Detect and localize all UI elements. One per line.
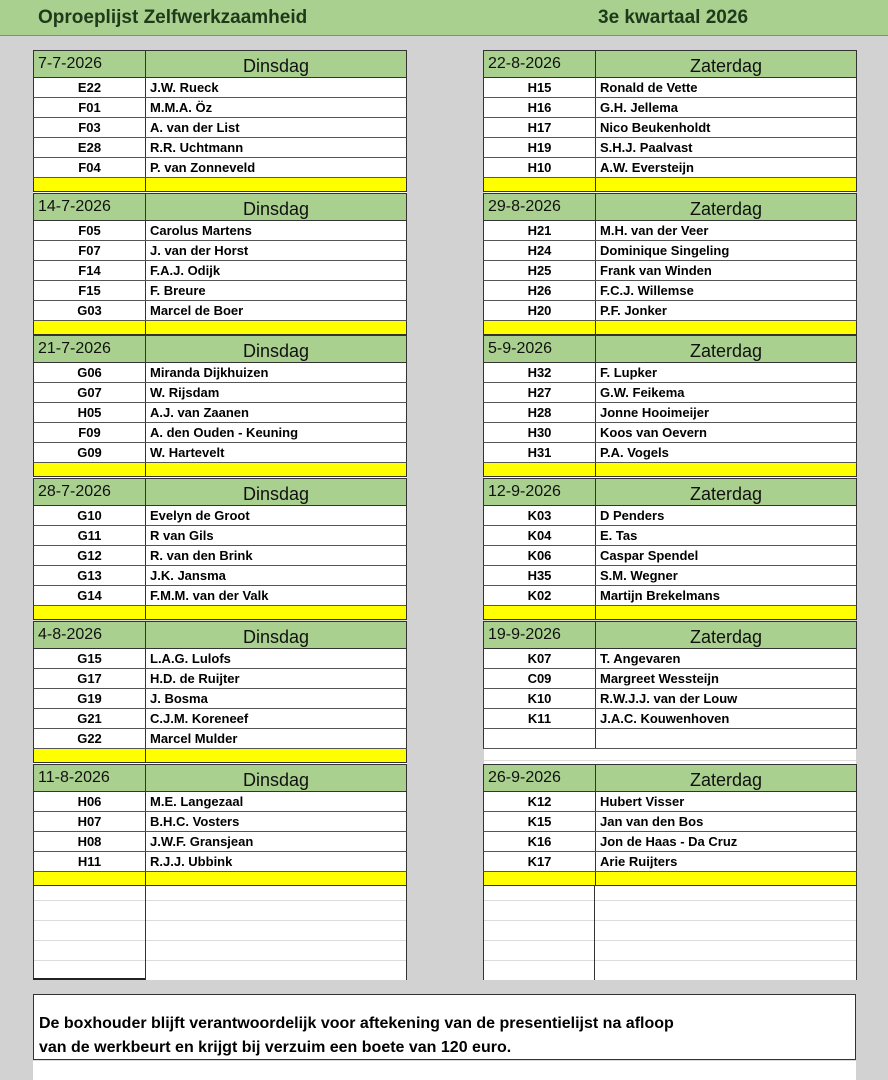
date-cell: 22-8-2026 — [484, 51, 596, 77]
box-code-cell: K16 — [484, 832, 596, 851]
day-block — [33, 193, 407, 335]
box-code-cell: K07 — [484, 649, 596, 668]
table-row — [483, 443, 857, 463]
box-code-cell: G03 — [34, 301, 146, 320]
box-code-cell: F15 — [34, 281, 146, 300]
person-name-cell: A. den Ouden - Keuning — [150, 425, 299, 440]
person-name-cell: Jon de Haas - Da Cruz — [600, 834, 738, 849]
box-code-cell: F03 — [34, 118, 146, 137]
table-row — [483, 403, 857, 423]
table-row — [33, 649, 407, 669]
person-name-cell: Marcel de Boer — [150, 303, 244, 318]
box-code-cell: E22 — [34, 78, 146, 97]
table-row — [33, 138, 407, 158]
box-code-cell: H20 — [484, 301, 596, 320]
day-block — [483, 621, 857, 749]
highlight-row — [483, 872, 857, 886]
day-block — [483, 193, 857, 335]
table-row — [33, 709, 407, 729]
person-name-cell: S.H.J. Paalvast — [600, 140, 693, 155]
table-row — [483, 689, 857, 709]
box-code-cell: G12 — [34, 546, 146, 565]
weekday-cell: Zaterdag — [689, 770, 763, 790]
date-cell: 26-9-2026 — [484, 765, 596, 791]
day-block-header — [483, 478, 857, 506]
table-row — [483, 241, 857, 261]
highlight-row — [33, 321, 407, 335]
table-row — [483, 281, 857, 301]
column-border — [145, 886, 146, 980]
person-name-cell: J. van der Horst — [150, 243, 249, 258]
highlight-row — [33, 749, 407, 763]
table-row — [33, 526, 407, 546]
table-row — [483, 586, 857, 606]
table-row — [483, 363, 857, 383]
table-row — [483, 832, 857, 852]
date-cell: 29-8-2026 — [484, 194, 596, 220]
person-name-cell: Dominique Singeling — [600, 243, 730, 258]
table-row — [33, 281, 407, 301]
date-cell: 21-7-2026 — [34, 336, 146, 362]
day-block-header — [483, 193, 857, 221]
box-code-cell: H15 — [484, 78, 596, 97]
person-name-cell: D Penders — [600, 508, 665, 523]
weekday-cell: Dinsdag — [242, 627, 310, 647]
day-block-header — [483, 50, 857, 78]
person-name-cell: Martijn Brekelmans — [600, 588, 720, 603]
person-name-cell: T. Angevaren — [600, 651, 681, 666]
table-row — [33, 443, 407, 463]
highlight-row — [483, 463, 857, 477]
table-row — [483, 261, 857, 281]
date-cell: 5-9-2026 — [484, 336, 596, 362]
person-name-cell: F. Lupker — [600, 365, 658, 380]
box-code-cell: K11 — [484, 709, 596, 728]
date-cell: 11-8-2026 — [34, 765, 146, 791]
person-name-cell: H.D. de Ruijter — [150, 671, 240, 686]
day-block — [483, 478, 857, 620]
person-name-cell: G.H. Jellema — [600, 100, 679, 115]
highlight-row — [33, 606, 407, 620]
sheet-top-gap — [33, 36, 856, 50]
person-name-cell: Hubert Visser — [600, 794, 685, 809]
box-code-cell: G22 — [34, 729, 146, 748]
weekday-cell: Dinsdag — [242, 56, 310, 76]
day-block — [33, 764, 407, 886]
box-code-cell: H08 — [34, 832, 146, 851]
table-row — [33, 241, 407, 261]
sheet-margin-left — [0, 36, 33, 1080]
date-cell: 19-9-2026 — [484, 622, 596, 648]
person-name-cell: J.W.F. Gransjean — [150, 834, 254, 849]
day-block — [33, 50, 407, 192]
person-name-cell: F.M.M. van der Valk — [150, 588, 269, 603]
box-code-cell: K15 — [484, 812, 596, 831]
table-row — [33, 403, 407, 423]
column-border — [33, 886, 34, 980]
box-code-cell: K12 — [484, 792, 596, 811]
table-row — [483, 78, 857, 98]
day-block — [33, 478, 407, 620]
person-name-cell: M.E. Langezaal — [150, 794, 244, 809]
day-block — [33, 621, 407, 763]
table-row — [483, 566, 857, 586]
box-code-cell: K02 — [484, 586, 596, 605]
column-border — [594, 886, 595, 980]
person-name-cell: S.M. Wegner — [600, 568, 678, 583]
table-row — [483, 118, 857, 138]
sheet-bottom-gap — [33, 980, 856, 994]
day-block — [33, 335, 407, 477]
column-border — [483, 886, 484, 980]
box-code-cell: E28 — [34, 138, 146, 157]
table-row — [33, 586, 407, 606]
box-code-cell: F01 — [34, 98, 146, 117]
box-code-cell: H07 — [34, 812, 146, 831]
weekday-cell: Dinsdag — [242, 199, 310, 219]
table-row — [483, 301, 857, 321]
notice-box — [33, 994, 856, 1060]
highlight-row — [33, 463, 407, 477]
box-code-cell — [484, 729, 596, 748]
box-code-cell: K04 — [484, 526, 596, 545]
person-name-cell: P. van Zonneveld — [150, 160, 256, 175]
person-name-cell: G.W. Feikema — [600, 385, 685, 400]
table-row — [483, 506, 857, 526]
box-code-cell: H11 — [34, 852, 146, 871]
box-code-cell: G21 — [34, 709, 146, 728]
title-bar — [0, 0, 888, 36]
person-name-cell: Koos van Oevern — [600, 425, 707, 440]
person-name-cell: Ronald de Vette — [600, 80, 698, 95]
day-block-header — [483, 621, 857, 649]
person-name-cell: J.A.C. Kouwenhoven — [600, 711, 730, 726]
person-name-cell: Frank van Winden — [600, 263, 712, 278]
date-cell: 4-8-2026 — [34, 622, 146, 648]
person-name-cell — [596, 729, 856, 748]
day-block-header — [483, 764, 857, 792]
person-name-cell: Miranda Dijkhuizen — [150, 365, 269, 380]
quarter-label: 3e kwartaal 2026 — [598, 7, 749, 28]
person-name-cell: R van Gils — [150, 528, 214, 543]
person-name-cell: Caspar Spendel — [600, 548, 699, 563]
box-code-cell: H16 — [484, 98, 596, 117]
table-row — [33, 729, 407, 749]
table-row — [33, 78, 407, 98]
box-code-cell: G13 — [34, 566, 146, 585]
person-name-cell: M.M.A. Öz — [150, 100, 213, 115]
person-name-cell: W. Hartevelt — [150, 445, 225, 460]
box-code-cell: G15 — [34, 649, 146, 668]
person-name-cell: W. Rijsdam — [150, 385, 220, 400]
day-block-header — [33, 50, 407, 78]
table-row — [33, 792, 407, 812]
person-name-cell: Evelyn de Groot — [150, 508, 250, 523]
weekday-cell: Zaterdag — [689, 56, 763, 76]
box-code-cell: G10 — [34, 506, 146, 525]
day-block-header — [483, 335, 857, 363]
date-cell: 7-7-2026 — [34, 51, 146, 77]
weekday-cell: Dinsdag — [242, 341, 310, 361]
person-name-cell: P.A. Vogels — [600, 445, 669, 460]
table-row — [483, 158, 857, 178]
table-row — [483, 98, 857, 118]
table-row — [33, 689, 407, 709]
table-row — [33, 98, 407, 118]
table-row — [33, 118, 407, 138]
table-row — [33, 221, 407, 241]
date-cell: 28-7-2026 — [34, 479, 146, 505]
notice-line-2: van de werkbeurt en krijgt bij verzuim een boete van 120 euro. — [39, 1039, 512, 1056]
person-name-cell: F.C.J. Willemse — [600, 283, 694, 298]
box-code-cell: H26 — [484, 281, 596, 300]
weekday-cell: Zaterdag — [689, 199, 763, 219]
table-row — [483, 649, 857, 669]
divider-line — [33, 978, 145, 980]
box-code-cell: F14 — [34, 261, 146, 280]
table-row — [483, 669, 857, 689]
table-row — [33, 301, 407, 321]
box-code-cell: H27 — [484, 383, 596, 402]
box-code-cell: F05 — [34, 221, 146, 240]
person-name-cell: E. Tas — [600, 528, 638, 543]
person-name-cell: F.A.J. Odijk — [150, 263, 221, 278]
box-code-cell: K17 — [484, 852, 596, 871]
weekday-cell: Zaterdag — [689, 627, 763, 647]
person-name-cell: Margreet Wessteijn — [600, 671, 719, 686]
day-block-header — [33, 764, 407, 792]
table-row — [33, 158, 407, 178]
person-name-cell: R.W.J.J. van der Louw — [600, 691, 738, 706]
box-code-cell: H06 — [34, 792, 146, 811]
weekday-cell: Zaterdag — [689, 341, 763, 361]
box-code-cell: H30 — [484, 423, 596, 442]
highlight-row — [483, 606, 857, 620]
person-name-cell: Jonne Hooimeijer — [600, 405, 710, 420]
person-name-cell: J.K. Jansma — [150, 568, 226, 583]
table-row — [33, 546, 407, 566]
table-row — [483, 792, 857, 812]
person-name-cell: A. van der List — [150, 120, 240, 135]
table-row — [483, 812, 857, 832]
date-cell: 12-9-2026 — [484, 479, 596, 505]
person-name-cell: F. Breure — [150, 283, 206, 298]
table-row — [33, 363, 407, 383]
column-border — [406, 886, 407, 980]
table-row — [483, 729, 857, 749]
table-row — [483, 546, 857, 566]
person-name-cell: P.F. Jonker — [600, 303, 667, 318]
box-code-cell: H19 — [484, 138, 596, 157]
box-code-cell: H28 — [484, 403, 596, 422]
table-row — [33, 852, 407, 872]
table-row — [33, 832, 407, 852]
person-name-cell: Marcel Mulder — [150, 731, 238, 746]
box-code-cell: G19 — [34, 689, 146, 708]
person-name-cell: R.J.J. Ubbink — [150, 854, 233, 869]
person-name-cell: A.J. van Zaanen — [150, 405, 249, 420]
day-block-header — [33, 621, 407, 649]
box-code-cell: H17 — [484, 118, 596, 137]
weekday-cell: Dinsdag — [242, 770, 310, 790]
box-code-cell: K03 — [484, 506, 596, 525]
box-code-cell: C09 — [484, 669, 596, 688]
day-block-header — [33, 193, 407, 221]
table-row — [33, 669, 407, 689]
day-block — [483, 335, 857, 477]
box-code-cell: H32 — [484, 363, 596, 382]
person-name-cell: R. van den Brink — [150, 548, 253, 563]
highlight-row — [483, 178, 857, 192]
box-code-cell: H21 — [484, 221, 596, 240]
box-code-cell: G11 — [34, 526, 146, 545]
box-code-cell: H10 — [484, 158, 596, 177]
table-row — [33, 261, 407, 281]
day-block — [483, 50, 857, 192]
person-name-cell: M.H. van der Veer — [600, 223, 709, 238]
person-name-cell: A.W. Eversteijn — [600, 160, 694, 175]
table-row — [483, 138, 857, 158]
box-code-cell: G06 — [34, 363, 146, 382]
table-row — [33, 812, 407, 832]
box-code-cell: H05 — [34, 403, 146, 422]
highlight-row — [33, 872, 407, 886]
box-code-cell: K06 — [484, 546, 596, 565]
table-row — [483, 383, 857, 403]
box-code-cell: F07 — [34, 241, 146, 260]
person-name-cell: B.H.C. Vosters — [150, 814, 240, 829]
box-code-cell: H35 — [484, 566, 596, 585]
notice-line-1: De boxhouder blijft verantwoordelijk voor aftekening van de presentielijst na afloop — [39, 1015, 674, 1032]
highlight-row — [33, 178, 407, 192]
box-code-cell: H25 — [484, 261, 596, 280]
table-row — [33, 423, 407, 443]
person-name-cell: C.J.M. Koreneef — [150, 711, 249, 726]
person-name-cell: R.R. Uchtmann — [150, 140, 244, 155]
box-code-cell: G09 — [34, 443, 146, 462]
column-border — [856, 886, 857, 980]
table-row — [33, 506, 407, 526]
person-name-cell: Carolus Martens — [150, 223, 252, 238]
table-row — [483, 526, 857, 546]
box-code-cell: F04 — [34, 158, 146, 177]
weekday-cell: Dinsdag — [242, 484, 310, 504]
person-name-cell: J. Bosma — [150, 691, 208, 706]
sheet-column-gap — [407, 36, 484, 994]
page-title: Oproeplijst Zelfwerkzaamheid — [38, 7, 308, 28]
person-name-cell: Nico Beukenholdt — [600, 120, 711, 135]
person-name-cell: J.W. Rueck — [150, 80, 219, 95]
person-name-cell: L.A.G. Lulofs — [150, 651, 231, 666]
box-code-cell: F09 — [34, 423, 146, 442]
box-code-cell: G14 — [34, 586, 146, 605]
box-code-cell: G17 — [34, 669, 146, 688]
table-row — [483, 221, 857, 241]
table-row — [33, 383, 407, 403]
sheet-margin-right — [856, 36, 888, 1080]
table-row — [483, 852, 857, 872]
box-code-cell: H31 — [484, 443, 596, 462]
table-row — [33, 566, 407, 586]
date-cell: 14-7-2026 — [34, 194, 146, 220]
highlight-row — [483, 321, 857, 335]
person-name-cell: Jan van den Bos — [600, 814, 704, 829]
weekday-cell: Zaterdag — [689, 484, 763, 504]
box-code-cell: G07 — [34, 383, 146, 402]
day-block-header — [33, 335, 407, 363]
day-block — [483, 764, 857, 886]
table-row — [483, 423, 857, 443]
person-name-cell: Arie Ruijters — [600, 854, 678, 869]
table-row — [483, 709, 857, 729]
box-code-cell: K10 — [484, 689, 596, 708]
box-code-cell: H24 — [484, 241, 596, 260]
day-block-header — [33, 478, 407, 506]
